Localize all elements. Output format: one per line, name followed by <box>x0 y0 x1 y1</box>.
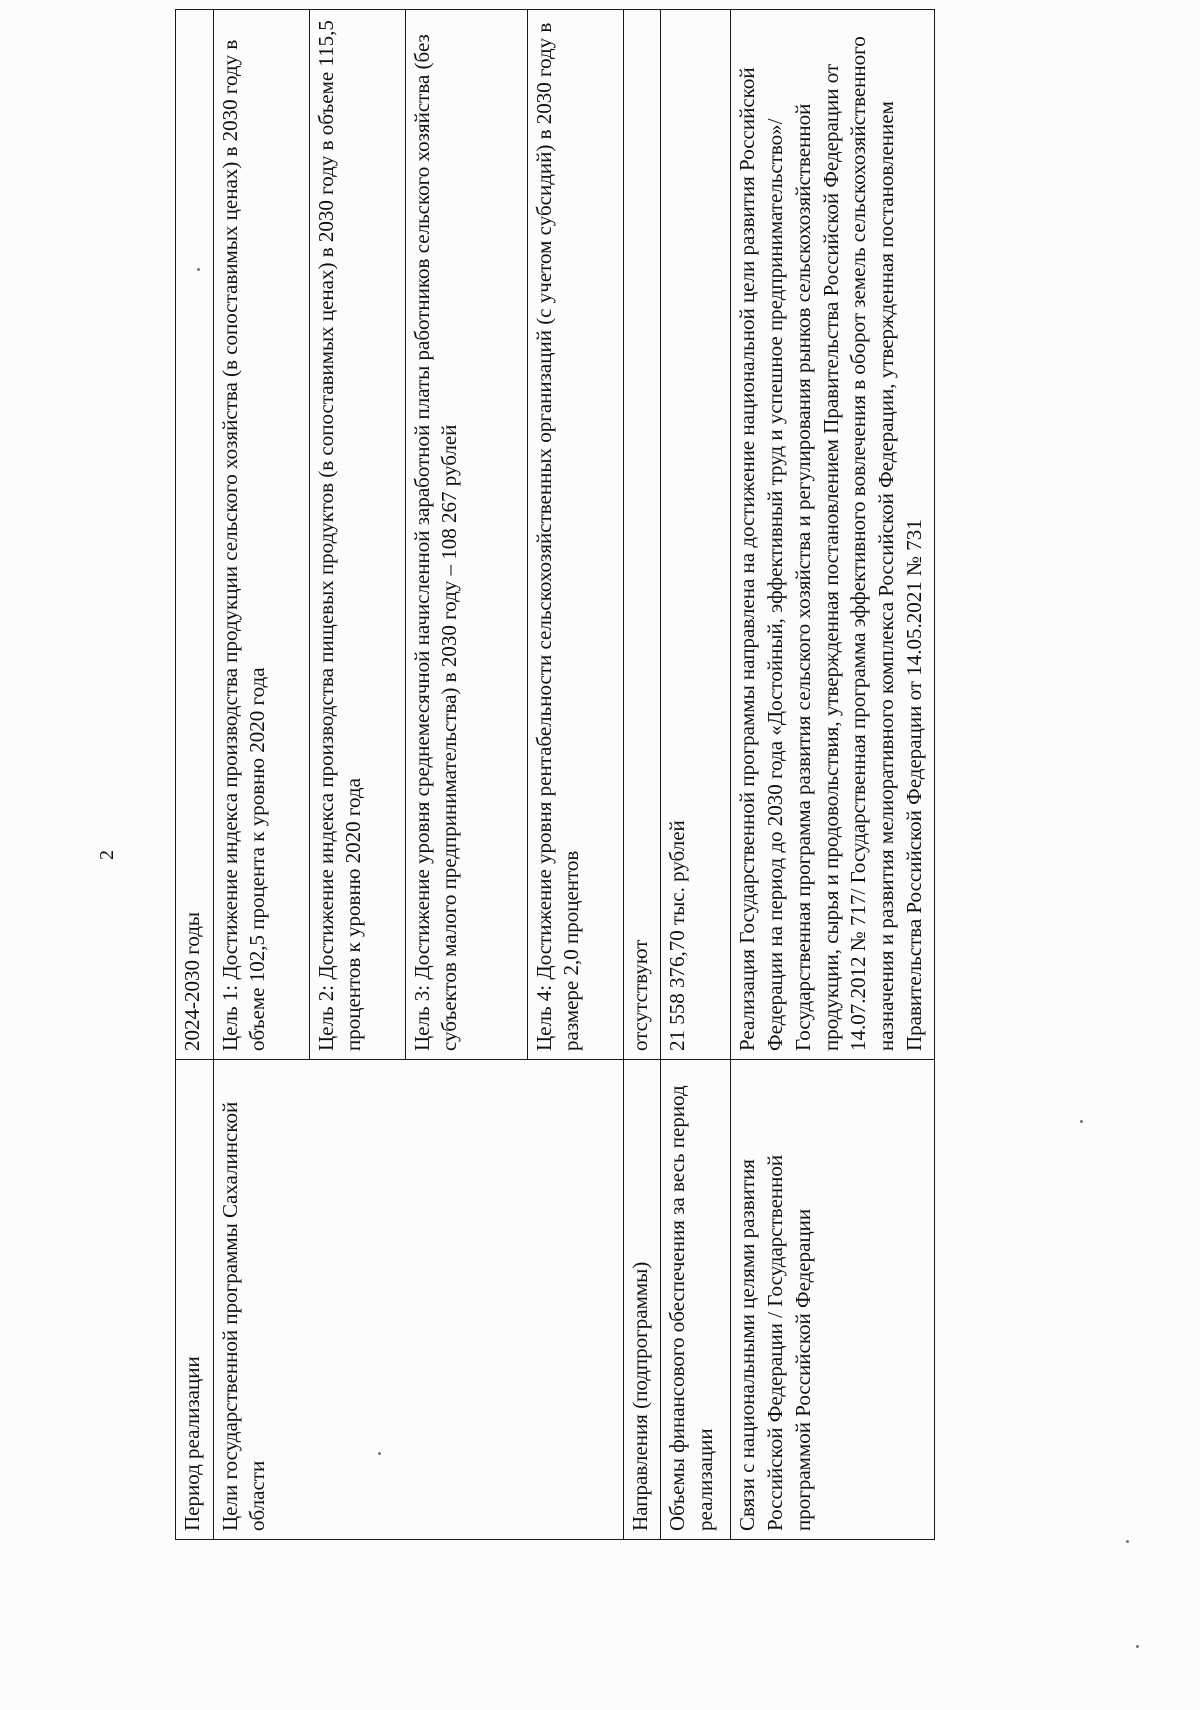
table-row-goal-1 <box>213 10 309 1540</box>
goal-4: Цель 4: Достижение уровня рентабельности сельскохозяйственных организаций (с учетом субсидий) в 2030 году в размере 2,0 процентов <box>527 10 623 1060</box>
table-row-directions <box>623 10 661 1540</box>
links-value: Реализация Государственной программы направлена на достижение национальной цели развития Российской Федерации на период до 2030 года «Достойный, эффективный труд и успешное предпринимательство»/ Государственная программа развития сельского хозяйства и регулирования рынков сельскохозяйственной продукции, сырья и продовольствия, утвержденная постановлением Правительства Российской Федерации от 14.07.2012 № 717/ Государственная программа эффективного вовлечения в оборот земель сельскохозяйственного назначения и развития мелиоративного комплекса Российской Федерации, утвержденная постановлением Правительства Российской Федерации от 14.05.2021 № 731 <box>731 10 935 1060</box>
directions-value: отсутствуют <box>623 10 661 1060</box>
scan-speck <box>1080 1120 1083 1123</box>
passport-table <box>175 9 935 1540</box>
table-row-links <box>731 10 935 1540</box>
goal-3: Цель 3: Достижение уровня среднемесячной начисленной заработной платы работников сельского хозяйства (без субъектов малого предпринимательства) в 2030 году – 108 267 рублей <box>405 10 527 1060</box>
scan-speck <box>1126 1540 1129 1543</box>
financing-value: 21 558 376,70 тыс. рублей <box>661 10 731 1060</box>
links-label: Связи с национальными целями развития Российской Федерации / Государственной программой Российской Федерации <box>731 1060 935 1540</box>
directions-label: Направления (подпрограммы) <box>623 1060 661 1540</box>
goals-label: Цели государственной программы Сахалинской области <box>213 1060 623 1540</box>
page-number: 2 <box>96 850 118 860</box>
period-label: Период реализации <box>176 1060 214 1540</box>
table-row-financing <box>661 10 731 1540</box>
goal-1: Цель 1: Достижение индекса производства продукции сельского хозяйства (в сопоставимых ценах) в 2030 году в объеме 102,5 процента к уровню 2020 года <box>213 10 309 1060</box>
goal-2: Цель 2: Достижение индекса производства пищевых продуктов (в сопоставимых ценах) в 2030 году в объеме 115,5 процентов к уровню 2020 года <box>309 10 405 1060</box>
table-row-period <box>176 10 214 1540</box>
scan-speck <box>378 1452 381 1455</box>
rotated-content <box>175 10 1200 1540</box>
scan-speck <box>197 268 200 271</box>
period-value: 2024-2030 годы <box>176 10 214 1060</box>
scan-speck <box>1136 1645 1139 1648</box>
financing-label: Объемы финансового обеспечения за весь период реализации <box>661 1060 731 1540</box>
